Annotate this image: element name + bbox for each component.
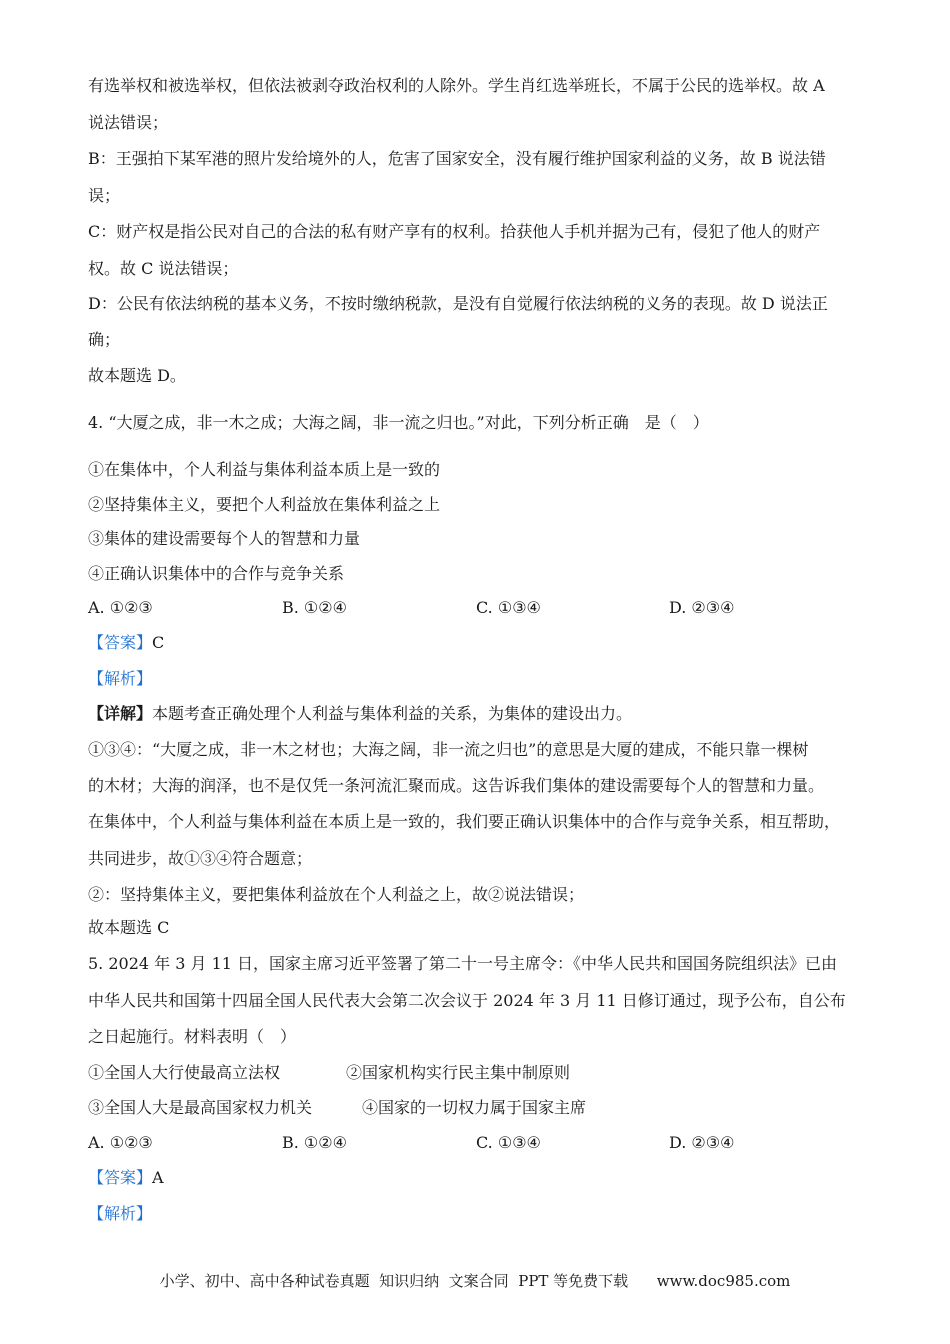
- explain-line: ②：坚持集体主义，要把集体利益放在个人利益之上，故②说法错误；: [88, 885, 585, 904]
- text-line: C：财产权是指公民对自己的合法的私有财产享有的权利。拾获他人手机并据为己有，侵犯了他人的财产: [88, 222, 821, 241]
- choice-d: D. ②③④: [669, 598, 735, 617]
- analysis-tag: 【解析】: [88, 1204, 153, 1223]
- statement-item: ④国家的一切权力属于国家主席: [362, 1098, 587, 1117]
- question-stem: 5. 2024 年 3 月 11 日，国家主席习近平签署了第二十一号主席令：《中华人民共和国国务院组织法》已由: [88, 954, 838, 973]
- question-stem: 4. “大厦之成，非一木之成；大海之阔，非一流之归也。”对此，下列分析正确 是（ ）: [88, 413, 709, 432]
- text-line: 权。故 C 说法错误；: [88, 259, 239, 278]
- page-footer: 小学、初中、高中各种试卷真题 知识归纳 文案合同 PPT 等免费下载 www.doc985.com: [159, 1272, 791, 1290]
- statement-item: ①在集体中，个人利益与集体利益本质上是一致的: [88, 460, 441, 479]
- text-line: B：王强拍下某军港的照片发给境外的人，危害了国家安全，没有履行维护国家利益的义务，故 B 说法错: [88, 149, 826, 168]
- choice-d: D. ②③④: [669, 1133, 735, 1152]
- text-line: 确；: [88, 330, 121, 349]
- choice-a: A. ①②③: [88, 598, 153, 617]
- answer-line: [88, 633, 164, 653]
- question-stem: 之日起施行。材料表明（ ）: [88, 1027, 297, 1046]
- statement-item: ③全国人大是最高国家权力机关: [88, 1098, 313, 1117]
- analysis-line: [88, 1204, 152, 1224]
- explain-line: 的木材；大海的润泽，也不是仅凭一条河流汇聚而成。这告诉我们集体的建设需要每个人的智慧和力量。: [88, 776, 825, 795]
- choice-c: C. ①③④: [476, 598, 541, 617]
- choice-a: A. ①②③: [88, 1133, 153, 1152]
- statement-item: ②坚持集体主义，要把个人利益放在集体利益之上: [88, 495, 441, 514]
- analysis-line: [88, 669, 152, 689]
- answer-tag: 【答案】: [88, 1168, 153, 1187]
- explain-line: 故本题选 C: [88, 918, 170, 937]
- detail-text: 本题考查正确处理个人利益与集体利益的关系，为集体的建设出力。: [152, 704, 633, 723]
- statement-item: ①全国人大行使最高立法权: [88, 1063, 281, 1082]
- text-line: 有选举权和被选举权，但依法被剥夺政治权利的人除外。学生肖红选举班长，不属于公民的选举权。故 A: [88, 76, 825, 95]
- answer-line: [88, 1168, 164, 1188]
- choice-c: C. ①③④: [476, 1133, 541, 1152]
- choice-b: B. ①②④: [282, 1133, 347, 1152]
- statement-item: ②国家机构实行民主集中制原则: [346, 1063, 571, 1082]
- analysis-tag: 【解析】: [88, 669, 153, 688]
- statement-item: ③集体的建设需要每个人的智慧和力量: [88, 529, 361, 548]
- detail-tag: 【详解】: [88, 704, 153, 723]
- answer-value: C: [152, 633, 165, 652]
- question-stem: 中华人民共和国第十四届全国人民代表大会第二次会议于 2024 年 3 月 11 日修订通过，现予公布，自公布: [88, 991, 846, 1010]
- answer-tag: 【答案】: [88, 633, 153, 652]
- text-line: 说法错误；: [88, 113, 169, 132]
- choice-b: B. ①②④: [282, 598, 347, 617]
- detail-line: [88, 704, 632, 724]
- explain-line: ①③④：“大厦之成，非一木之材也；大海之阔，非一流之归也”的意思是大厦的建成，不能只靠一棵树: [88, 740, 809, 759]
- text-line: 误；: [88, 186, 121, 205]
- statement-item: ④正确认识集体中的合作与竞争关系: [88, 564, 345, 583]
- text-line: D：公民有依法纳税的基本义务，不按时缴纳税款，是没有自觉履行依法纳税的义务的表现。故 D 说法正: [88, 294, 828, 313]
- explain-line: 在集体中，个人利益与集体利益在本质上是一致的，我们要正确认识集体中的合作与竞争关系，相互帮助，: [88, 812, 841, 831]
- explain-line: 共同进步，故①③④符合题意；: [88, 849, 313, 868]
- answer-value: A: [152, 1168, 164, 1187]
- text-line: 故本题选 D。: [88, 366, 186, 385]
